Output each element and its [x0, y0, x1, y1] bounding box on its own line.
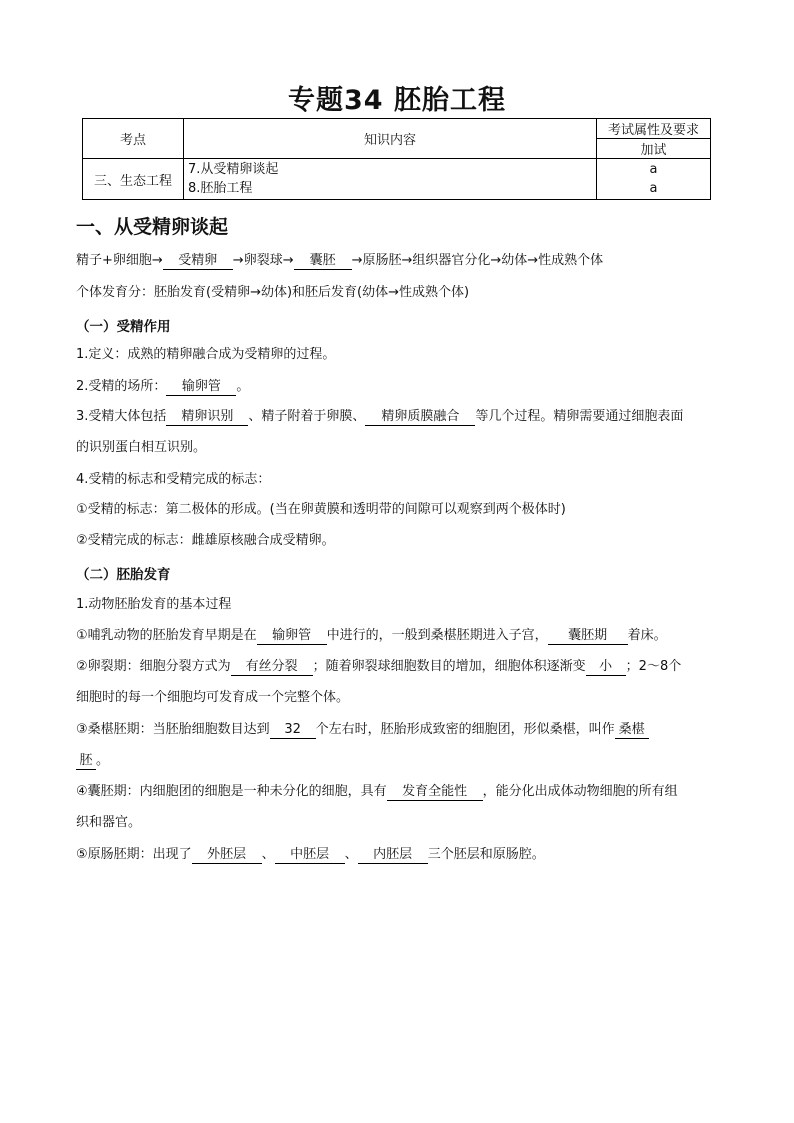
row-item-2: 8.胚胎工程: [188, 181, 253, 196]
text: ；2～8个: [625, 659, 682, 674]
text: 个左右时，胚胎形成致密的细胞团，形似桑椹，叫作: [315, 722, 615, 737]
fertilization-process-line: [76, 407, 683, 427]
blank-endoderm: 内胚层: [358, 846, 428, 864]
flow-text: 精子+卵细胞→: [76, 253, 163, 268]
text: ③桑椹胚期：当胚胎细胞数目达到: [76, 722, 270, 737]
blank-cell-count: 32: [270, 721, 316, 739]
blank-mitosis: 有丝分裂: [231, 658, 313, 676]
blank-fertilized-egg: 受精卵: [163, 252, 233, 270]
header-topic: 考点: [83, 119, 184, 159]
row-item-1: 7.从受精卵谈起: [188, 162, 279, 177]
text: ②卵裂期：细胞分裂方式为: [76, 659, 231, 674]
blank-oviduct: 输卵管: [166, 378, 236, 396]
blank-blastocyst-stage: 囊胚期: [548, 627, 628, 645]
stage-gastrula-line: [76, 845, 545, 865]
text: 。: [236, 379, 250, 394]
mark-item-1: ①受精的标志：第二极体的形成。(当在卵黄膜和透明带的间隙可以观察到两个极体时): [76, 502, 566, 517]
text: 3.受精大体包括: [76, 409, 167, 424]
flow-text: →原肠胚→组织器官分化→幼体→性成熟个体: [351, 253, 604, 268]
text: 等几个过程。精卵需要通过细胞表面: [475, 409, 684, 424]
development-line: 个体发育分：胚胎发育(受精卵→幼体)和胚后发育(幼体→性成熟个体): [76, 285, 470, 300]
blank-recognition: 精卵识别: [166, 408, 248, 426]
flow-line: [76, 251, 603, 271]
row-topic: 三、生态工程: [83, 159, 184, 200]
blank-totipotency: 发育全能性: [387, 783, 483, 801]
fertilization-process-cont: 的识别蛋白相互识别。: [76, 440, 207, 455]
text: 、: [261, 847, 275, 862]
mark-heading: 4.受精的标志和受精完成的标志：: [76, 472, 271, 487]
text: ，能分化出成体动物细胞的所有组: [482, 784, 678, 799]
blank-blastocyst: 囊胚: [294, 252, 352, 270]
text: ①哺乳动物的胚胎发育早期是在: [76, 628, 257, 643]
stage-cleavage-line: [76, 657, 681, 677]
header-content: 知识内容: [184, 119, 597, 159]
subsection-embryo-development: （二）胚胎发育: [76, 567, 171, 583]
stage-early-line: [76, 626, 667, 646]
blank-morula-part1: 桑椹: [615, 721, 649, 739]
blank-ectoderm: 外胚层: [192, 846, 262, 864]
stage-cleavage-cont: 细胞时的每一个细胞均可发育成一个完整个体。: [76, 690, 350, 705]
stage-blastocyst-line: [76, 782, 678, 802]
text: 、精子附着于卵膜、: [248, 409, 366, 424]
row-level-1: a: [649, 162, 658, 177]
definition-line: 1.定义：成熟的精卵融合成为受精卵的过程。: [76, 347, 336, 362]
text: ④囊胚期：内细胞团的细胞是一种未分化的细胞，具有: [76, 784, 387, 799]
header-requirement: 考试属性及要求: [597, 119, 711, 139]
stage-blastocyst-cont: 织和器官。: [76, 815, 142, 830]
page-title: 专题34 胚胎工程: [288, 85, 506, 116]
fertilization-place-line: [76, 377, 249, 397]
stage-morula-cont: [76, 751, 109, 771]
blank-membrane-fusion: 精卵质膜融合: [365, 408, 475, 426]
text: 。: [96, 753, 110, 768]
blank-mesoderm: 中胚层: [275, 846, 345, 864]
mark-item-2: ②受精完成的标志：雌雄原核融合成受精卵。: [76, 533, 335, 548]
stage-morula-line: [76, 720, 649, 740]
text: 三个胚层和原肠腔。: [427, 847, 545, 862]
text: 2.受精的场所：: [76, 379, 167, 394]
text: 着床。: [627, 628, 667, 643]
basic-process-heading: 1.动物胚胎发育的基本过程: [76, 597, 232, 612]
text: ⑤原肠胚期：出现了: [76, 847, 192, 862]
blank-oviduct-2: 输卵管: [257, 627, 327, 645]
header-level: 加试: [597, 139, 711, 159]
flow-text: →卵裂球→: [232, 253, 294, 268]
text: ；随着卵裂球细胞数目的增加，细胞体积逐渐变: [312, 659, 586, 674]
section-heading-1: 一、从受精卵谈起: [76, 216, 229, 238]
subsection-fertilization: （一）受精作用: [76, 319, 171, 335]
text: 、: [344, 847, 358, 862]
syllabus-table: [82, 118, 711, 200]
blank-morula-part2: 胚: [76, 752, 96, 770]
row-level-2: a: [649, 181, 658, 196]
text: 中进行的，一般到桑椹胚期进入子宫，: [326, 628, 548, 643]
blank-smaller: 小: [586, 658, 626, 676]
